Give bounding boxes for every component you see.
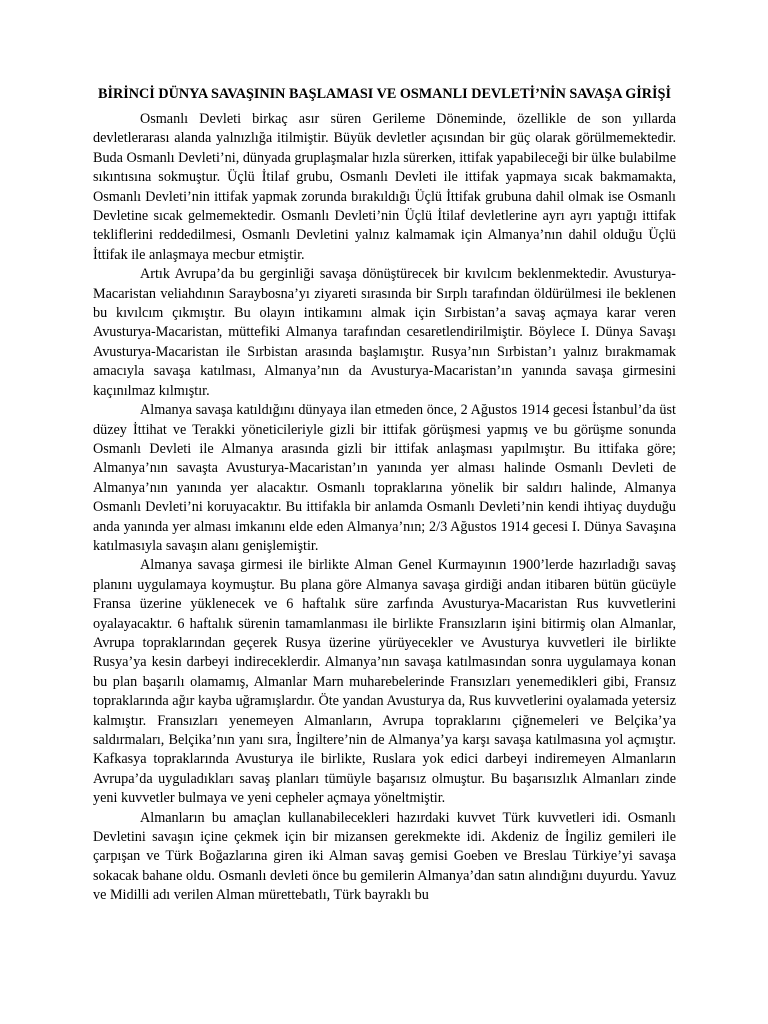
- document-title: BİRİNCİ DÜNYA SAVAŞININ BAŞLAMASI VE OSMANLI DEVLETİ’NİN SAVAŞA GİRİŞİ: [98, 86, 671, 102]
- paragraph-sarajevo-spark: Artık Avrupa’da bu gerginliği savaşa dönüştürecek bir kıvılcım beklenmektedir. Avusturya-Macaristan veliahdının Saraybosna’yı ziyareti sırasında bir Sırplı tarafından öldürülmesi ile beklenen bu kıvılcım çıkmıştır. Bu olayın intikamını almak için Sırbistan’a savaş açmaya karar veren Avusturya-Macaristan, müttefiki Almanya tarafından cesaretlendirilmiştir. Böylece I. Dünya Savaşı Avusturya-Macaristan ile Sırbistan arasında başlamıştır. Rusya’nın Sırbistan’ı yalnız bırakmamak amacıyla savaşa katılması, Almanya’nın da Avusturya-Macaristan’ın yanında savaşa girmesini kaçınılmaz kılmıştır.: [93, 266, 676, 399]
- paragraph-german-war-plan: Almanya savaşa girmesi ile birlikte Alman Genel Kurmayının 1900’lerde hazırladığı savaş planını uygulamaya koymuştur. Bu plana göre Almanya savaşa girdiği andan itibaren bütün gücüyle Fransa üzerine yüklenecek ve 6 haftalık süre zarfında Avusturya-Macaristan Rus kuvvetlerini oyalayacaktır. 6 haftalık sürenin tamamlanması ile birlikte Fransızların işini bitirmiş olan Almanlar, Avrupa topraklarından geçerek Rusya üzerine yürüyecekler ve Avusturya kuvvetleri ile birlikte Rusya’ya kesin darbeyi indireceklerdir. Almanya’nın savaşa katılmasından sonra uygulamaya konan bu plan başarılı olamamış, Almanlar Marn muharebelerinde Fransızları yenemedikleri gibi, Fransız topraklarında ağır kayba uğramışlardır. Öte yandan Avusturya da, Rus kuvvetlerini oyalamada yetersiz kalmıştır. Fransızları yenemeyen Almanların, Avrupa topraklarını çiğnemeleri ve Belçika’ya saldırmaları, Belçika’nın yanı sıra, İngiltere’nin de Almanya’ya karşı savaşa katılmasına yol açmıştır. Kafkasya topraklarında Avusturya ile birlikte, Ruslara yok edici darbeyi indiremeyen Almanların Avrupa’da uyguladıkları savaş planları tümüyle başarısız olmuştur. Bu başarısızlık Almanları zinde yeni kuvvetler bulmaya ve yeni cepheler açmaya yöneltmiştir.: [93, 557, 676, 807]
- paragraph-secret-alliance: Almanya savaşa katıldığını dünyaya ilan etmeden önce, 2 Ağustos 1914 gecesi İstanbul’da üst düzey İttihat ve Terakki yöneticileriyle gizli bir ittifak görüşmesi yapmış ve bu görüşme sonunda Osmanlı Devleti ile Almanya arasında gizli bir ittifak anlaşması yapılmıştır. Bu ittifaka göre; Almanya’nın savaşta Avusturya-Macaristan’ın yanında yer alması halinde Osmanlı Devleti de Almanya’nın yanında yer alacaktır. Osmanlı topraklarına yönelik bir saldırı halinde, Almanya Osmanlı Devleti’ni koruyacaktır. Bu ittifakla bir anlamda Osmanlı Devleti’nin kendi ihtiyaç duyduğu anda yanında yer alması imkanını elde eden Almanya’nın; 2/3 Ağustos 1914 gecesi I. Dünya Savaşına katılmasıyla savaşın alanı genişlemiştir.: [93, 402, 676, 554]
- paragraph-goeben-breslau: Almanların bu amaçlan kullanabilecekleri hazırdaki kuvvet Türk kuvvetleri idi. Osmanlı Devletini savaşın içine çekmek için bir mizansen gerekmekte idi. Akdeniz de İngiliz gemileri ile çarpışan ve Türk Boğazlarına giren iki Alman savaş gemisi Goeben ve Breslau Türkiye’yi savaşa sokacak bahane oldu. Osmanlı devleti önce bu gemilerin Almanya’dan satın alındığını duyurdu. Yavuz ve Midilli adı verilen Alman mürettebatlı, Türk bayraklı bu: [93, 809, 676, 904]
- document-body: [93, 85, 676, 906]
- paragraph-ottoman-isolation: Osmanlı Devleti birkaç asır süren Gerileme Döneminde, özellikle de son yıllarda devletlerarası alanda yalnızlığa itilmiştir. Büyük devletler açısından bir güç olarak görülmemektedir. Buda Osmanlı Devleti’ni, dünyada gruplaşmalar hızla sürerken, ittifak yapabileceği bir ülke bulabilme sıkıntısına sokmuştur. Üçlü İtilaf grubu, Osmanlı Devleti ile ittifak yapmaya sıcak bakmamakta, Osmanlı Devleti’nin ittifak yapmak zorunda bırakıldığı Üçlü İttifak grubuna dahil olmak ise Osmanlı Devletine sıcak gelmemektedir. Osmanlı Devleti’nin Üçlü İtilaf devletlerine ayrı ayrı yaptığı ittifak tekliflerini reddedilmesi, Osmanlı Devletini yalnız kalmamak için Almanya’nın dahil olduğu Üçlü İttifak ile anlaşmaya mecbur etmiştir.: [93, 111, 676, 263]
